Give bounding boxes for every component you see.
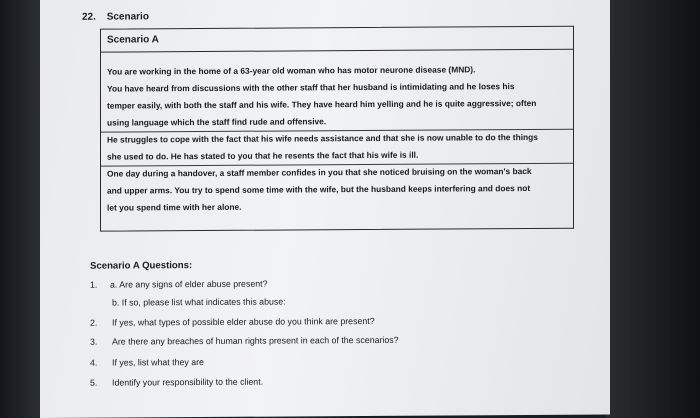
- scenario-line: and upper arms. You try to spend some time with the wife, but the husband keeps interfering and does not: [107, 183, 531, 196]
- question-text: If yes, list what they are: [112, 356, 204, 368]
- question-number: 2.: [90, 317, 98, 328]
- scenario-box: [100, 26, 574, 232]
- screen-bezel-right: [606, 0, 700, 418]
- section-title: Scenario: [106, 11, 149, 23]
- section-heading: [82, 11, 149, 22]
- question-text: b. If so, please list what indicates this abuse:: [112, 296, 286, 308]
- scenario-line: let you spend time with her alone.: [107, 201, 242, 213]
- scenario-line: One day during a handover, a staff member confides in you that she noticed bruising on the woman's back: [107, 165, 532, 179]
- question-number: 5.: [90, 377, 98, 388]
- scenario-line: using language which the staff find rude and offensive.: [107, 116, 327, 128]
- question-number: 3.: [90, 336, 98, 347]
- question-text: a. Are any signs of elder abuse present?: [110, 278, 268, 290]
- scenario-title-row: [101, 27, 573, 53]
- section-number: 22.: [82, 11, 96, 23]
- scenario-line: He struggles to cope with the fact that his wife needs assistance and that she is now unable to do the things: [107, 131, 538, 145]
- scenario-title: Scenario A: [107, 34, 159, 46]
- scenario-line: she used to do. He has stated to you that he resents the fact that his wife is ill.: [107, 149, 419, 162]
- scenario-line: You have heard from discussions with the other staff that her husband is intimidating and he loses his: [107, 81, 515, 94]
- scenario-line: temper easily, with both the staff and his wife. They have heard him yelling and he is quite aggressive; often: [107, 97, 537, 111]
- question-text: If yes, what types of possible elder abuse do you think are present?: [112, 315, 375, 328]
- document-page: [40, 0, 610, 418]
- scenario-body: [101, 61, 573, 213]
- question-number: 4.: [90, 357, 98, 368]
- screen-bezel-left: [0, 0, 40, 418]
- scenario-line: You are working in the home of a 63-year old woman who has motor neurone disease (MND).: [107, 64, 476, 77]
- question-number: 1.: [90, 279, 98, 290]
- question-text: Are there any breaches of human rights present in each of the scenarios?: [112, 334, 399, 347]
- questions-title: Scenario A Questions:: [90, 260, 193, 272]
- question-text: Identify your responsibility to the client.: [112, 376, 264, 388]
